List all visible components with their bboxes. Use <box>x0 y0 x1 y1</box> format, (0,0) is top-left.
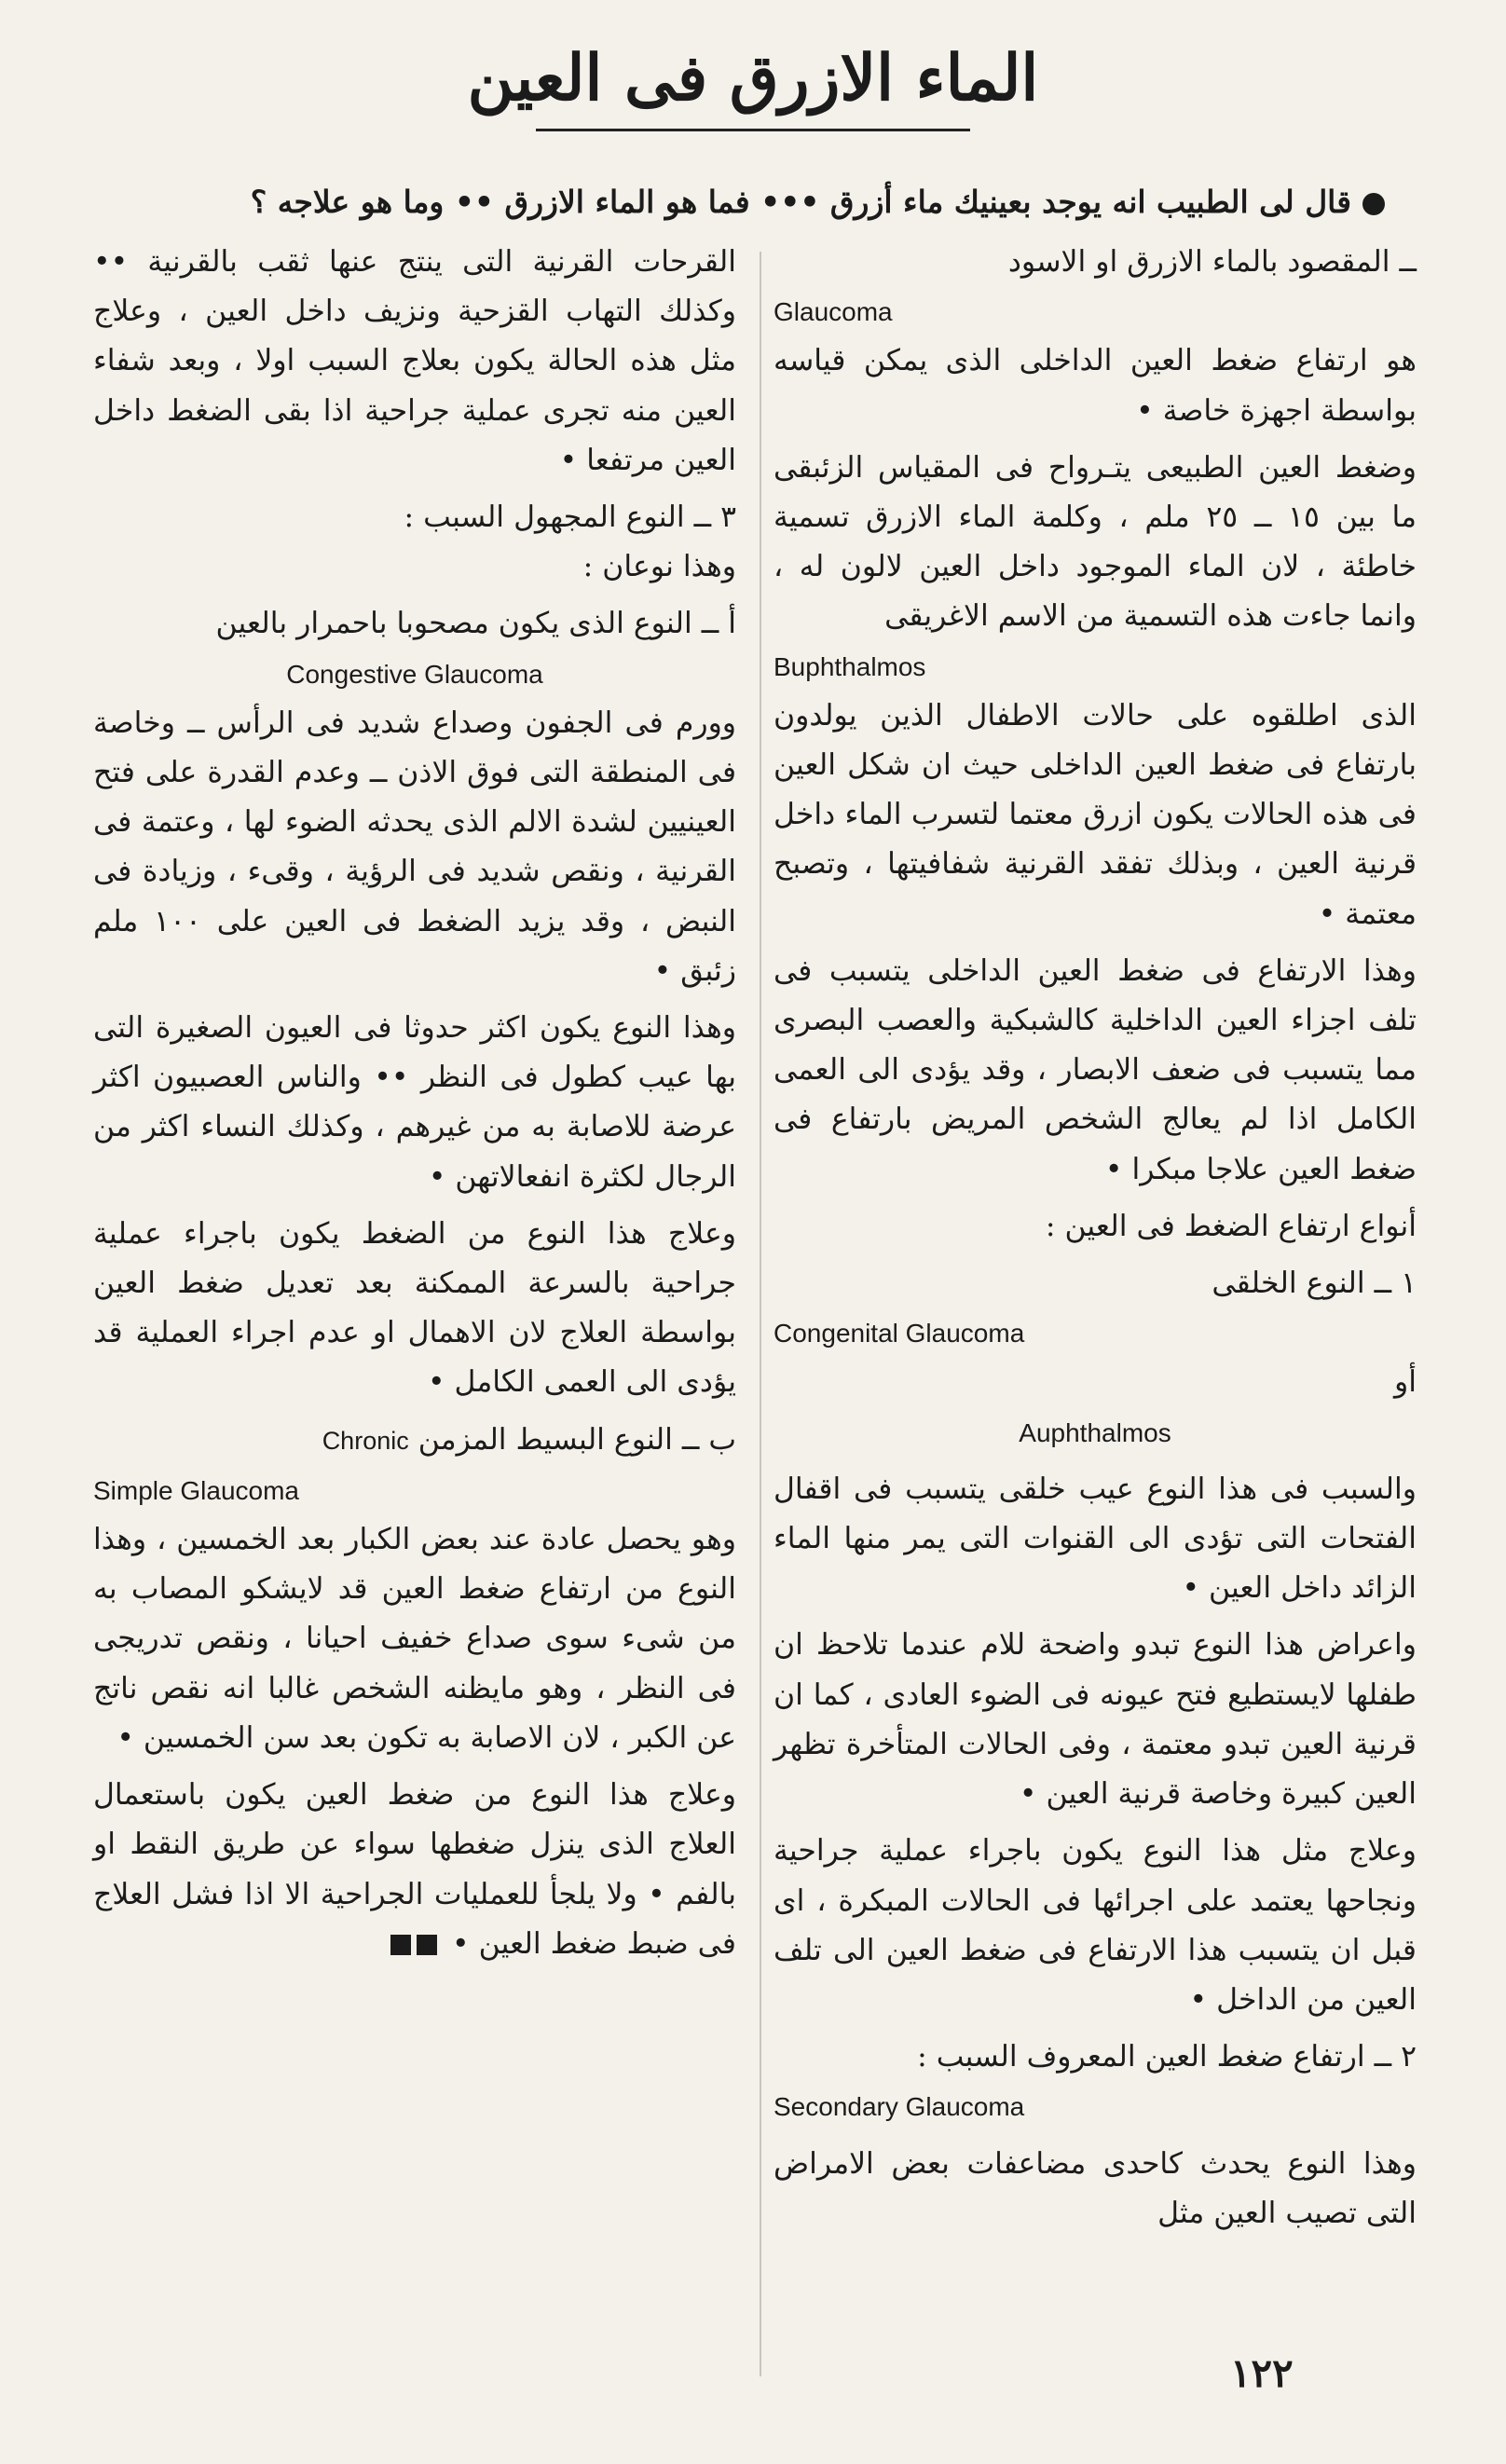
end-mark-icon <box>417 1935 437 1955</box>
text: وعلاج هذا النوع من ضغط العين يكون باستعمال العلاج الذى ينزل ضغطها سواء عن طريق النقط او بالفم • ولا يلجأ للعمليات الجراحية الا اذا فشل العلاج فى ضبط ضغط العين • <box>93 1778 736 1961</box>
question-text: قال لى الطبيب انه يوجد بعينيك ماء أزرق ••• فما هو الماء الازرق •• وما هو علاجه ؟ <box>250 184 1351 220</box>
text: أو <box>1394 1365 1417 1400</box>
page-number: ١٢٢ <box>1230 2350 1294 2396</box>
paragraph: وهذا النوع يحدث كاحدى مضاعفات بعض الامراض التى تصيب العين مثل <box>774 2146 1417 2230</box>
paragraph: وهذا الارتفاع فى ضغط العين الداخلى يتسبب فى تلف اجزاء العين الداخلية كالشبكية والعصب البصرى مما يتسبب فى ضعف الابصار ، وقد يؤدى الى العمى الكامل اذا لم يعالج الشخص المريض بارتفاع فى ضغط العين علاجا مبكرا • <box>774 953 1417 1186</box>
reader-question <box>186 177 1385 227</box>
text: هو ارتفاع ضغط العين الداخلى الذى يمكن قياسه بواسطة اجهزة خاصة • <box>774 344 1417 428</box>
paragraph <box>93 599 736 996</box>
subsection-heading <box>774 1259 1417 1458</box>
text: أ ــ النوع الذى يكون مصحوبا باحمرار بالعين <box>215 607 736 641</box>
text: الذى اطلقوه على حالات الاطفال الذين يولدون بارتفاع فى ضغط العين الداخلى حيث ان شكل العين فى هذه الحالات يكون ازرق معتما لتسرب الماء داخل قرنية العين ، وبذلك تفقد القرنية شفافيتها ، وتصبح معتمة • <box>774 698 1417 931</box>
text: ب ــ النوع البسيط المزمن <box>418 1422 736 1457</box>
paragraph <box>774 238 1417 436</box>
latin-term: Simple Glaucoma <box>93 1475 299 1505</box>
paragraph: وهذا النوع يكون اكثر حدوثا فى العيون الصغيرة التى بها عيب كطول فى النظر •• والناس العصبيون اكثر عرضة للاصابة به من غيرهم ، وكذلك النساء اكثر من الرجال لكثرة انفعالاتهن • <box>93 1011 736 1194</box>
text: وضغط العين الطبيعى يتـرواح فى المقياس الزئبقى ما بين ١٥ ــ ٢٥ ملم ، وكلمة الماء الازرق تسمية خاطئة ، لان الماء الموجود داخل العين لالون له ، وانما جاءت هذه التسمية من الاسم الاغريقى <box>774 450 1417 634</box>
text: ــ المقصود بالماء الازرق او الاسود <box>1007 245 1417 279</box>
text: ٢ ــ ارتفاع ضغط العين المعروف السبب : <box>917 2040 1417 2074</box>
article-title: الماء الازرق فى العين <box>467 41 1039 116</box>
paragraph <box>774 444 1417 939</box>
paragraph: وعلاج مثل هذا النوع يكون باجراء عملية جراحية ونجاحها يعتمد على اجرائها فى الحالات المبكرة ، اى قبل ان يتسبب هذا الارتفاع فى ضغط العين الى تلف العين من الداخل • <box>774 1834 1417 2017</box>
column-divider <box>760 252 761 2376</box>
latin-term: Buphthalmos <box>774 651 926 681</box>
text: ١ ــ النوع الخلقى <box>1212 1266 1417 1301</box>
right-column <box>774 238 1417 2246</box>
left-column <box>93 238 736 1977</box>
paragraph <box>93 1416 736 1763</box>
subsection-heading: ٣ ــ النوع المجهول السبب : <box>404 500 736 535</box>
latin-term: Congenital Glaucoma <box>774 1319 1025 1348</box>
text: وورم فى الجفون وصداع شديد فى الرأس ــ وخاصة فى المنطقة التى فوق الاذن ــ وعدم القدرة على فتح العينيين لشدة الالم الذى يحدثه الضوء لها ، وعتمة فى القرنية ، ونقص شديد فى الرؤية ، وقىء ، وزيادة فى النبض ، وقد يزيد الضغط فى العين على ١٠٠ ملم زئبق • <box>93 705 736 988</box>
latin-term: Chronic <box>322 1426 409 1455</box>
paragraph: واعراض هذا النوع تبدو واضحة للام عندما تلاحظ ان طفلها لايستطيع فتح عيونه فى الضوء العادى ، كما ان قرنية العين تبدو معتمة ، وفى الحالات المتأخرة تظهر العين كبيرة وخاصة قرنية العين • <box>774 1628 1417 1812</box>
section-heading: أنواع ارتفاع الضغط فى العين : <box>1045 1209 1417 1243</box>
end-mark-icon <box>390 1935 411 1955</box>
bullet-icon <box>1362 193 1385 215</box>
paragraph: والسبب فى هذا النوع عيب خلقى يتسبب فى اقفال الفتحات التى تؤدى الى القنوات التى يمر منها الماء الزائد داخل العين • <box>774 1472 1417 1606</box>
latin-term: Glaucoma <box>774 297 893 327</box>
paragraph: القرحات القرنية التى ينتج عنها ثقب بالقرنية •• وكذلك التهاب القزحية ونزيف داخل العين ، وعلاج مثل هذه الحالة يكون بعلاج السبب اولا ، وبعد شفاء العين منه تجرى عملية جراحية اذا بقى الضغط داخل العين مرتفعا • <box>93 245 736 477</box>
paragraph <box>93 1771 736 1969</box>
latin-term: Auphthalmos <box>1019 1417 1171 1447</box>
paragraph: وهذا نوعان : <box>582 550 736 584</box>
paragraph: وعلاج هذا النوع من الضغط يكون باجراء عملية جراحية بالسرعة الممكنة بعد تعديل ضغط العين بواسطة العلاج لان الاهمال او عدم اجراء العملية قد يؤدى الى العمى الكامل • <box>93 1216 736 1400</box>
title-underline <box>536 129 970 131</box>
latin-term: Congestive Glaucoma <box>286 659 543 689</box>
text: وهو يحصل عادة عند بعض الكبار بعد الخمسين ، وهذا النوع من ارتفاع ضغط العين قد لايشكو المصاب به من شىء سوى صداع خفيف احيانا ، ونقص تدريجى فى النظر ، وهو مايظنه الشخص غالبا انه نقص ناتج عن الكبر ، لان الاصابة به تكون بعد سن الخمسين • <box>93 1523 736 1755</box>
subsection-heading <box>774 2033 1417 2131</box>
latin-term: Secondary Glaucoma <box>774 2092 1025 2122</box>
